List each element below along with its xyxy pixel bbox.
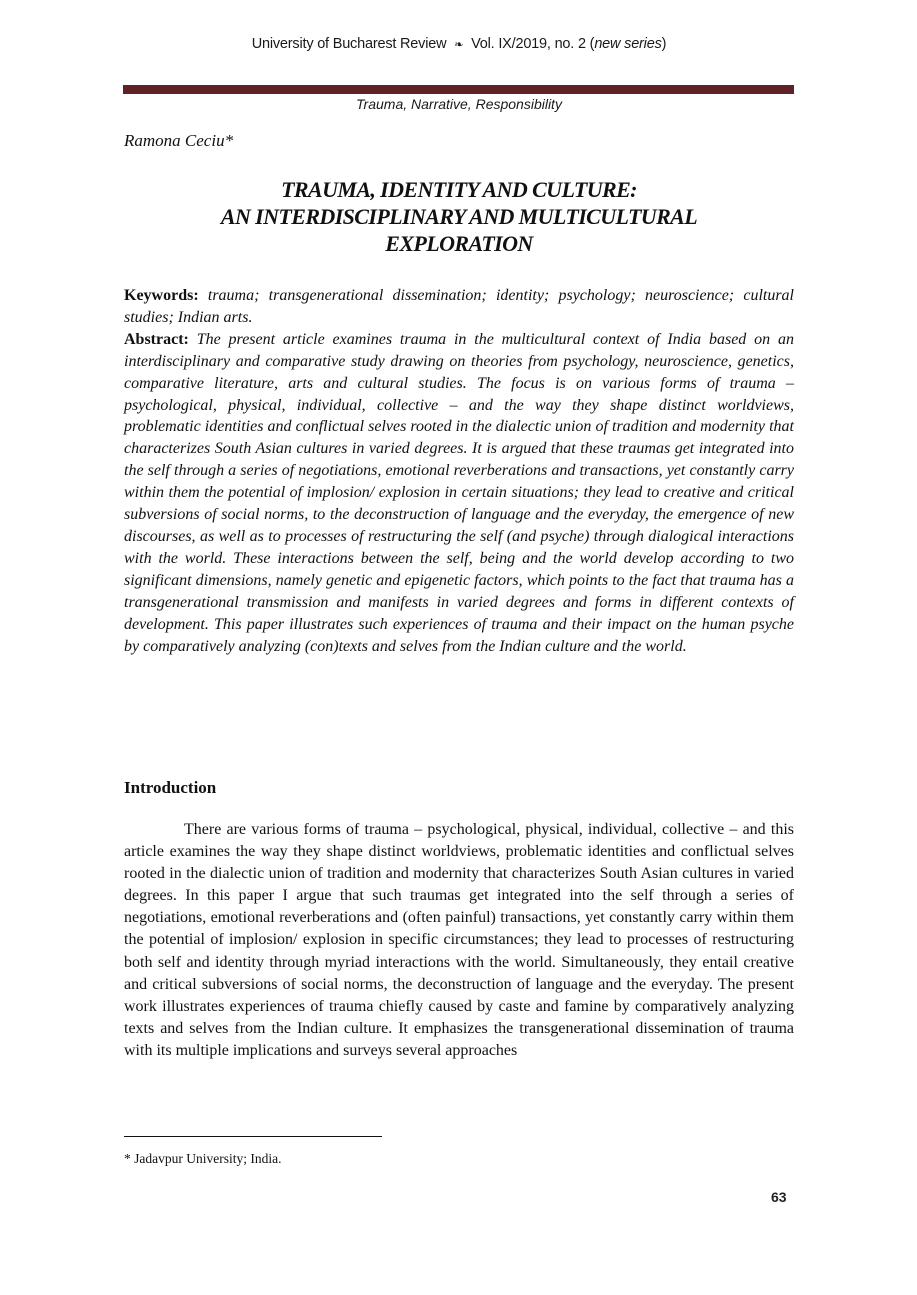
abstract-paragraph: Abstract: The present article examines trauma in the multicultural context of India based on an interdisciplinary and comparative study drawing on theories from psychology, neuroscience, genetics, comparative literature, arts and cultural studies. The focus is on various forms of trauma – psychological, physical, individual, collective – and the way they shape distinct worldviews, problematic identities and conflictual selves rooted in the dialectic union of tradition and modernity that characterizes South Asian cultures in varied degrees. It is argued that these traumas get integrated into the self through a series of negotiations, emotional reverberations and transactions, yet constantly carry within them the potential of implosion/ explosion in certain situations; they lead to creative and critical subversions of social norms, to the deconstruction of language and the everyday, the emergence of new discourses, as well as to processes of restructuring the self (and psyche) through dialogical interactions with the world. These interactions between the self, being and the world develop according to two significant dimensions, namely genetic and epigenetic factors, which points to the fact that trauma has a transgenerational transmission and manifests in varied degrees and forms in different contexts of development. This paper illustrates such experiences of trauma and their impact on the human psyche by comparatively analyzing (con)texts and selves from the Indian culture and the world. <box>124 330 794 655</box>
keywords-list: trauma; transgenerational dissemination; identity; psychology; neuroscience; cultural studies; Indian arts. <box>124 287 795 326</box>
leaf-ornament-icon: ❧ <box>454 39 464 51</box>
series-open-paren: ( <box>589 36 595 52</box>
body-text <box>124 819 794 1062</box>
header-rule <box>123 85 794 94</box>
page-number: 63 <box>771 1189 787 1205</box>
article-title <box>124 176 794 257</box>
abstract-label: Abstract <box>124 330 184 348</box>
series-label: new series <box>594 36 662 52</box>
footnote-rule <box>124 1136 382 1137</box>
running-header <box>124 36 794 52</box>
journal-name: University of Bucharest Review <box>251 36 447 52</box>
issue-theme: Trauma, Narrative, Responsibility <box>356 96 562 112</box>
series-close-paren: ) <box>661 36 667 52</box>
keywords-label: Keywords <box>124 287 194 304</box>
title-line: TRAUMA, IDENTITY AND CULTURE: <box>281 177 637 202</box>
keywords-paragraph: Keywords: trauma; transgenerational dissemination; identity; psychology; neuroscience; cultural studies; Indian arts. <box>124 287 795 326</box>
body-paragraph: There are various forms of trauma – psychological, physical, individual, collective – and this article examines the way they shape distinct worldviews, problematic identities and conflictual selves rooted in the dialectic union of tradition and modernity that characterizes South Asian cultures in varied degrees. In this paper I argue that such traumas get integrated into the self through a series of negotiations, emotional reverberations and (often painful) transactions, yet constantly carry within them the potential of implosion/ explosion in specific circumstances; they lead to processes of restructuring both self and identity through myriad interactions with the world. Simultaneously, they entail creative and critical subversions of social norms, the deconstruction of language and the everyday. The present work illustrates experiences of trauma chiefly caused by caste and famine by comparatively analyzing texts and selves from the Indian culture. It emphasizes the transgenerational dissemination of trauma with its multiple implications and surveys several approaches <box>124 821 794 1059</box>
footnote: * Jadavpur University; India. <box>124 1151 282 1166</box>
section-heading: Introduction <box>124 778 217 797</box>
author-name: Ramona Ceciu* <box>124 131 234 150</box>
abstract-text: The present article examines trauma in the multicultural context of India based on an interdisciplinary and comparative study drawing on theories from psychology, neuroscience, genetics, comparative literature, arts and cultural studies. The focus is on various forms of trauma – psychological, physical, individual, collective – and the way they shape distinct worldviews, problematic identities and conflictual selves rooted in the dialectic union of tradition and modernity that characterizes South Asian cultures in varied degrees. It is argued that these traumas get integrated into the self through a series of negotiations, emotional reverberations and transactions, yet constantly carry within them the potential of implosion/ explosion in certain situations; they lead to creative and critical subversions of social norms, to the deconstruction of language and the everyday, the emergence of new discourses, as well as to processes of restructuring the self (and psyche) through dialogical interactions with the world. These interactions between the self, being and the world develop according to two significant dimensions, namely genetic and epigenetic factors, which points to the fact that trauma has a transgenerational transmission and manifests in varied degrees and forms in different contexts of development. This paper illustrates such experiences of trauma and their impact on the human psyche by comparatively analyzing (con)texts and selves from the Indian culture and the world. <box>124 330 794 655</box>
title-line: EXPLORATION <box>385 231 533 256</box>
front-matter <box>124 285 794 657</box>
volume-info: Vol. IX/2019, no. 2 <box>471 36 586 52</box>
title-line: AN INTERDISCIPLINARY AND MULTICULTURAL <box>220 204 698 229</box>
